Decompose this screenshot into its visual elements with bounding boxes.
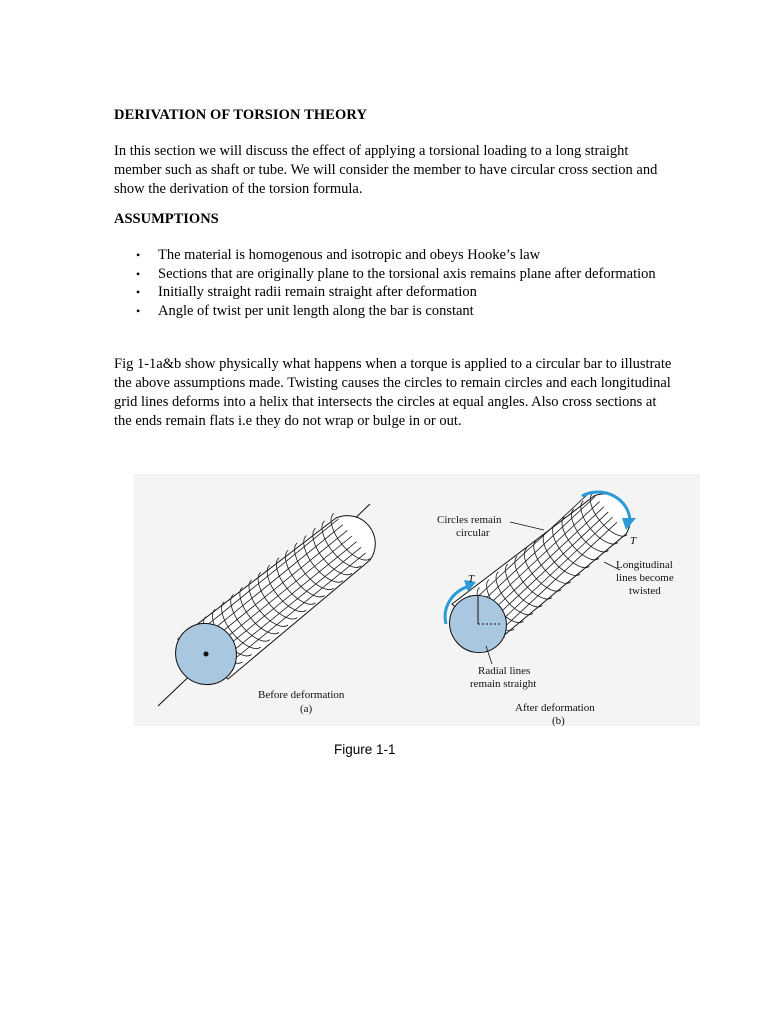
torque-label-bottom: T [468, 573, 475, 585]
assumption-item [114, 283, 674, 302]
longitudinal-callout-line1: Longitudinal [616, 559, 673, 571]
assumption-item [114, 265, 674, 284]
torsion-figure-svg [134, 474, 700, 726]
document-title: DERIVATION OF TORSION THEORY [114, 107, 368, 123]
explanation-paragraph: Fig 1-1a&b show physically what happens when a torque is applied to a circular bar to illustrate the above assumptions made. Twisting causes the circles to remain circles and each longitudinal grid lines deforms into a helix that intersects the circles at equal angles. Also cross sections at the ends remain flats i.e they do not wrap or bulge in or out. [114, 356, 672, 429]
circles-callout-line1: Circles remain [437, 514, 502, 526]
longitudinal-callout-line3: twisted [629, 585, 661, 597]
intro-paragraph: In this section we will discuss the effect of applying a torsional loading to a long straight member such as shaft or tube. We will consider the member to have circular cross section and show the derivation of the torsion formula. [114, 143, 658, 197]
radial-callout-line2: remain straight [470, 678, 537, 690]
after-sublabel: (b) [552, 715, 565, 726]
assumption-text: The material is homogenous and isotropic and obeys Hooke’s law [158, 247, 541, 263]
bullet-icon: • [136, 248, 141, 262]
longitudinal-callout-line2: lines become [616, 572, 674, 584]
bullet-icon: • [136, 303, 141, 318]
assumption-item [114, 302, 674, 321]
assumption-text: Initially straight radii remain straight after deformation [158, 284, 477, 300]
shaft-center-dot [204, 652, 209, 657]
assumptions-heading: ASSUMPTIONS [114, 211, 219, 227]
assumption-text: Sections that are originally plane to the torsional axis remains plane after deformation [158, 265, 656, 282]
figure-caption: Figure 1-1 [334, 742, 396, 757]
bullet-icon: • [136, 266, 141, 281]
after-label: After deformation [515, 702, 595, 714]
circles-callout-line2: circular [456, 527, 490, 539]
assumptions-list [114, 246, 674, 320]
torque-label-top: T [630, 535, 637, 547]
before-sublabel: (a) [300, 703, 313, 715]
bullet-icon: • [136, 285, 141, 299]
assumption-text: Angle of twist per unit length along the bar is constant [158, 302, 474, 319]
radial-callout-line1: Radial lines [478, 665, 531, 677]
before-label: Before deformation [258, 689, 345, 701]
torsion-figure [134, 474, 700, 726]
assumption-item [114, 246, 674, 265]
